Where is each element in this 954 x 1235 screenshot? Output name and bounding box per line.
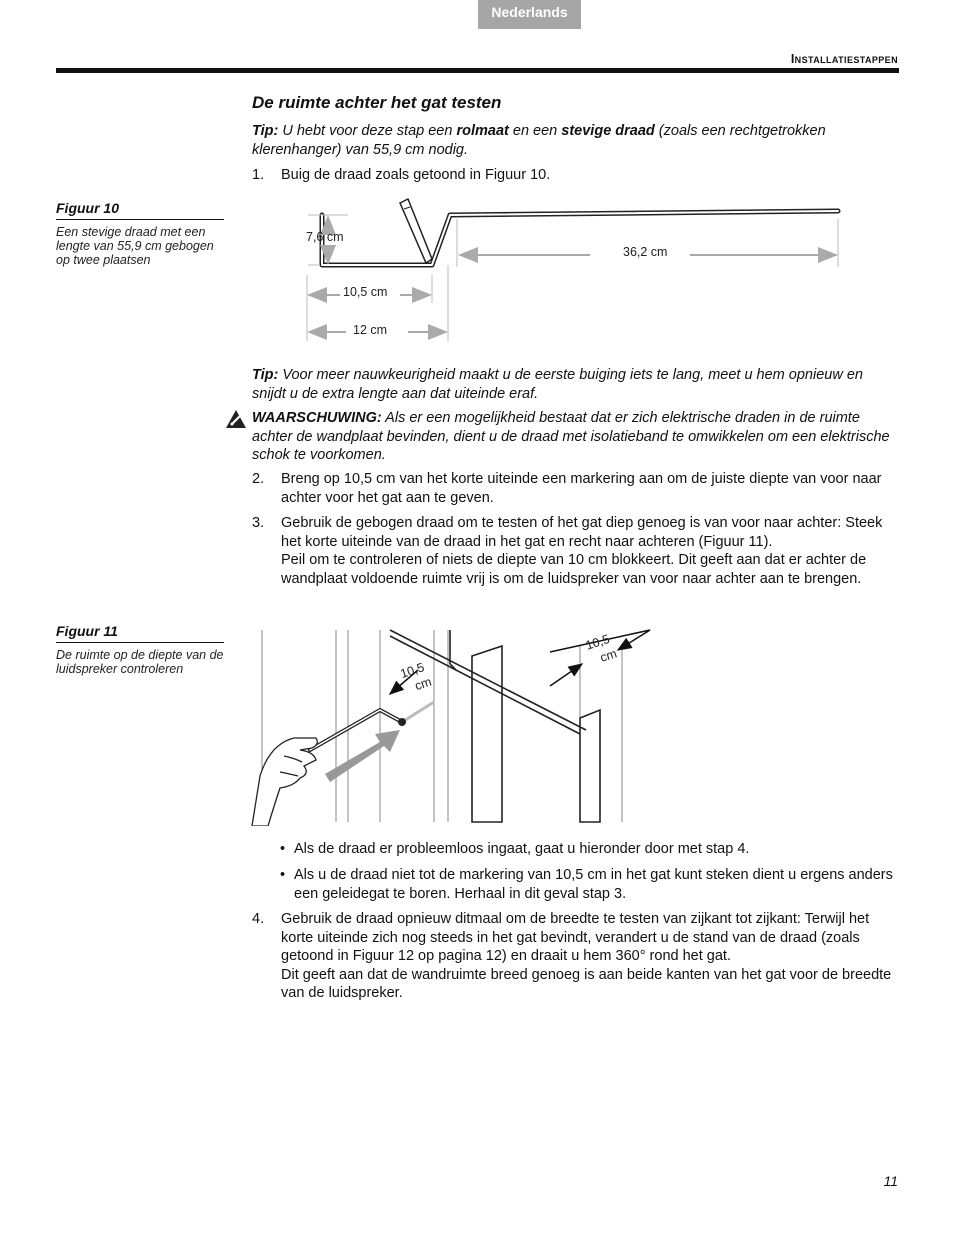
figure-10-title: Figuur 10 [56,200,224,220]
tip-text-a: U hebt voor deze stap een [278,123,457,139]
tip-paragraph-1 [252,122,898,159]
step-number: 4. [252,911,265,927]
step-number: 3. [252,515,265,531]
step-number: 2. [252,471,265,487]
warning-text: Als er een mogelijkheid bestaat dat er zich elektrische draden in de ruimte achter de wandplaat bevinden, dient u de draad met isolatieband te omwikkelen om een elektrische schok te voorkomen. [252,410,890,463]
dim-total-label: 12 cm [353,323,388,337]
figure-11-caption: De ruimte op de diepte van de luidspreker controleren [56,648,224,676]
header-rule [56,68,899,73]
dim-b-unit: cm [598,646,619,665]
section-header: Installatiestappen [790,52,898,66]
tip-text-b: en een [508,123,562,139]
bullet-item-1 [280,840,898,859]
step-number: 1. [252,167,265,183]
bent-wire [322,211,838,265]
pencil-icon [400,199,432,263]
bullet-dot: • [280,841,286,857]
dim-height-label: 7,6 cm [306,230,344,244]
dim-a-number: 10,5 [398,660,427,681]
step-4 [252,910,898,1003]
tip-text-c: (zoals een rechtgetrokken klerenhanger) van 55,9 cm nodig. [252,123,826,158]
step-text-a: Gebruik de draad opnieuw ditmaal om de breedte te testen van zijkant tot zijkant: Terwijl het korte uiteinde zich nog steeds in het gat bevindt, verandert u de stand van de draad (zoals getoond in Figuur 12 op pagina 12) en draait u hem 360° rond het gat. [281,911,870,964]
section-title: De ruimte achter het gat testen [252,93,502,112]
tip-bold-a: rolmaat [456,123,509,139]
warning-icon [225,409,247,429]
tip-label: Tip: [252,123,279,139]
step-text-b: Peil om te controleren of niets de diepte van 10 cm blokkeert. Dit geeft aan dat er achter de wandplaat voldoende ruimte vrij is om de luidspreker van voor naar achter aan te brengen. [281,552,867,587]
step-1 [252,166,898,185]
page-number: 11 [883,1173,898,1189]
dim-a-unit: cm [413,674,434,694]
bullet-text: Als u de draad niet tot de markering van 10,5 cm in het gat kunt steken dient u ergens anders een geleidegat te boren. Herhaal in dit geval stap 3. [294,867,893,902]
dim-short-label: 10,5 cm [343,285,388,299]
dim-b-number: 10,5 [583,631,612,653]
step-2 [252,470,898,507]
warning-paragraph [252,409,898,465]
step-text-a: Gebruik de gebogen draad om te testen of het gat diep genoeg is van voor naar achter: Steek het korte uiteinde van de draad in het gat en recht naar achteren (Figuur 11). [281,515,883,550]
figure-10-caption: Een stevige draad met een lengte van 55,9 cm gebogen op twee plaatsen [56,225,214,267]
warning-label: WAARSCHUWING: [252,410,382,426]
tip-label: Tip: [252,367,279,383]
bullet-dot: • [280,867,286,883]
figure-11-title: Figuur 11 [56,623,224,643]
tip-text: Voor meer nauwkeurigheid maakt u de eerste buiging iets te lang, meet u hem opnieuw en snijdt u de extra lengte aan dat uiteinde eraf. [252,367,863,402]
dim-long-label: 36,2 cm [623,245,668,259]
wall-studs [262,630,622,822]
step-text: Buig de draad zoals getoond in Figuur 10. [281,167,551,183]
bullet-text: Als de draad er probleemloos ingaat, gaat u hieronder door met stap 4. [294,841,750,857]
language-tab: Nederlands [478,0,581,29]
bullet-item-2 [280,866,898,903]
figure-10-diagram [300,195,845,345]
step-text-b: Dit geeft aan dat de wandruimte breed genoeg is aan beide kanten van het gat voor de breedte van de luidspreker. [281,966,892,1001]
step-text: Breng op 10,5 cm van het korte uiteinde een markering aan om de juiste diepte van voor naar achter voor het gat aan te geven. [281,471,882,506]
step-3 [252,514,898,588]
tip-paragraph-2 [252,366,898,403]
tip-bold-b: stevige draad [561,123,655,139]
figure-11-diagram [250,626,670,826]
